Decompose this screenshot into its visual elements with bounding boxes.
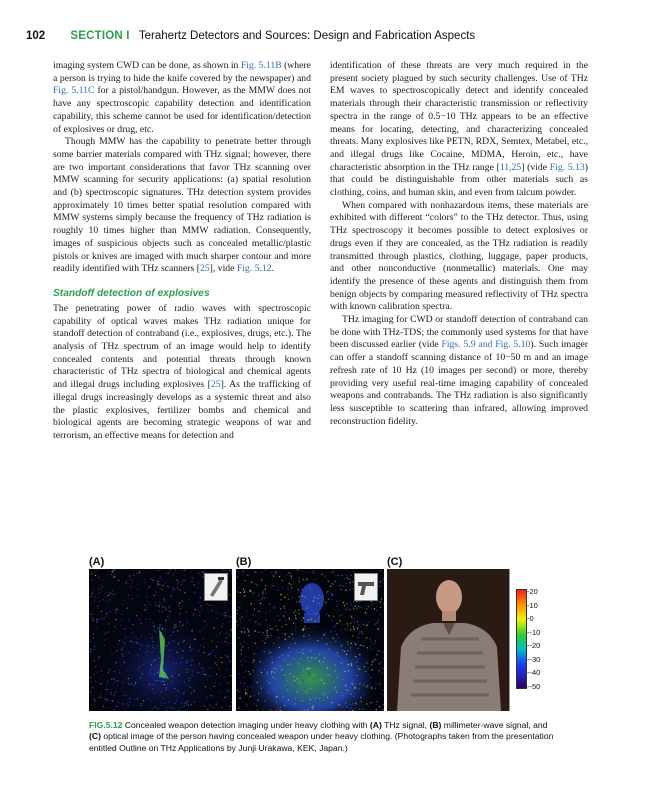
figure-number: FIG.5.12 bbox=[89, 720, 123, 730]
paragraph bbox=[53, 303, 311, 443]
knife-inset bbox=[204, 573, 228, 601]
cross-reference-link[interactable]: Fig. 5.11B bbox=[240, 60, 282, 71]
pistol-inset bbox=[354, 573, 378, 601]
text-run: millimeter-wave signal, and bbox=[441, 720, 548, 730]
colorbar-tick-label: --20 bbox=[527, 641, 541, 650]
text-run: Concealed weapon detection imaging under heavy clothing with bbox=[122, 720, 370, 730]
mmw-image-panel bbox=[236, 569, 384, 711]
thz-image-panel bbox=[89, 569, 232, 711]
left-column bbox=[53, 60, 311, 443]
section-heading: Standoff detection of explosives bbox=[53, 287, 210, 299]
text-run: ]. As the trafficking of illegal drugs increasingly develops as a systemic threat and also the plastic explosives, fertilizer bombs and chemical and biological agents are becoming strategic weapons of war and terrorism, an effective means for detection and bbox=[53, 379, 311, 441]
paragraph bbox=[53, 136, 311, 276]
text-run: ] (vide bbox=[521, 161, 550, 173]
colorbar-tick-label: -10 bbox=[527, 600, 538, 610]
text-run: Though MMW has the capability to penetrate better through some barrier materials compared with THz signal; however, there are two important considerations that favor THz scanning over MMW scanning for security applications: (a) spatial resolution and (b) spectroscopic signatures. THz detection system provides approximately 10 times better spatial resolution compared with MMW systems simply because the frequency of THz radiation is roughly 10 times higher than MMW radiation. Consequently, images of suspicious objects such as concealed metallic/plastic pistols or knives are imaged with much sharper contour and more readily identified with THz scanners [ bbox=[53, 136, 311, 275]
text-run: (B) bbox=[429, 720, 442, 730]
optical-person-photo bbox=[387, 569, 509, 711]
caption-text bbox=[89, 720, 553, 753]
text-run: (A) bbox=[369, 720, 382, 730]
text-run: (where a person is trying to hide the knife covered by the newspaper) and bbox=[53, 60, 311, 84]
colorbar-tick-label: --10 bbox=[527, 627, 541, 637]
text-run: imaging system CWD can be done, as shown in bbox=[53, 60, 241, 71]
right-column bbox=[330, 60, 588, 428]
text-run: (C) bbox=[89, 731, 101, 742]
panel-label-b: (B) bbox=[236, 556, 252, 568]
colorbar-tick-label: -20 bbox=[527, 587, 538, 596]
cross-reference-link[interactable]: Fig. 5.12 bbox=[236, 263, 272, 275]
colorbar-tick-label: --50 bbox=[527, 681, 541, 691]
color-gradient bbox=[516, 589, 527, 689]
text-run: identification of these threats are very much required in the present society plagued by such security challenges. Use of THz EM waves to spectroscopically detect and identify concealed materials through their characteristic transmission or reflectivity spectra in the range of 0.5−10 THz appears to be an effective means for locating, detecting, and characterizing concealed threats. Many explosives like PETN, RDX, Semtex, Metabel, etc., and illegal drugs like Cocaine, MDMA, Heroin, etc., have characteristic absorption in the THz range [ bbox=[330, 60, 588, 173]
text-run: ], vide bbox=[209, 263, 237, 275]
text-run: When compared with nonhazardous items, these materials are exhibited with different “colors” to the THz detector. Thus, using THz spectroscopy it becomes possible to detect explosives or drugs even if they are concealed, as the THz radiation is readily transmitted through plastics, clothing, luggage, paper products, and other nonconductive (nonmetallic) materials. One may identify the presence of these agents and distinguish them from benign objects by comparing measured reflectivity of THz spectra with known calibration spectra. bbox=[330, 199, 588, 313]
text-run: THz signal, bbox=[381, 720, 430, 730]
text-run: ) that could be distinguishable from other materials such as clothing, coins, and human skin, and even from talcum powder. bbox=[330, 161, 588, 199]
color-scale-bar bbox=[509, 569, 555, 711]
cross-reference-link[interactable]: 25 bbox=[210, 379, 221, 391]
colorbar-tick-label: -0 bbox=[527, 614, 534, 623]
section-label: SECTION I bbox=[70, 30, 130, 42]
colorbar-tick-label: --30 bbox=[527, 654, 541, 664]
cross-reference-link[interactable]: Fig. 5.11C bbox=[53, 85, 95, 97]
optical-photo-panel bbox=[387, 569, 509, 711]
cross-reference-link[interactable]: 11,25 bbox=[499, 161, 522, 173]
text-run: ). Such imager can offer a standoff scanning distance of 10−50 m and an image refresh rate of 10 Hz (10 images per second) or more, thereby providing very useful real-time imaging capability of concealed weapons and contrabands. The THz radiation is also significantly less susceptible to scattering than infrared, allowing improved reconstruction fidelity. bbox=[330, 339, 589, 427]
running-header bbox=[26, 30, 626, 46]
cross-reference-link[interactable]: 25 bbox=[199, 263, 210, 275]
paragraph bbox=[330, 200, 588, 314]
cross-reference-link[interactable]: Figs. 5.9 and Fig. 5.10 bbox=[441, 339, 531, 351]
text-run: The penetrating power of radio waves with spectroscopic capability of optical waves makes THz radiation unique for standoff detection of contraband (i.e., explosives, drugs, etc.). The analysis of THz spectrum of an image would help to identify concealed contents and potential threats through known characteristic of THz spectra of biological and chemical agents and illegal drugs including explosives [ bbox=[53, 302, 311, 391]
colorbar-tick-label: --40 bbox=[527, 668, 541, 677]
panel-label-c: (C) bbox=[387, 556, 403, 568]
chapter-title: Terahertz Detectors and Sources: Design and Fabrication Aspects bbox=[138, 30, 476, 42]
text-run: THz imaging for CWD or standoff detection of contraband can be done with THz-TDS; the commonly used systems for that have been discussed earlier (vide bbox=[330, 314, 588, 351]
paragraph bbox=[53, 60, 311, 136]
panel-label-a: (A) bbox=[89, 556, 105, 568]
figure-caption bbox=[89, 720, 559, 754]
paragraph bbox=[330, 60, 588, 200]
text-run: optical image of the person having concealed weapon under heavy clothing. (Photographs taken from the presentation entitled Outline on THz Applications by Junji Urakawa, KEK, Japan.) bbox=[89, 731, 554, 753]
text-run: for a pistol/handgun. However, as the MMW does not have any spectroscopic capability detection and identification capability, this scheme cannot be used for identification/detection of explosives or drug, etc. bbox=[53, 85, 311, 135]
paragraph bbox=[330, 314, 588, 428]
cross-reference-link[interactable]: Fig. 5.13 bbox=[549, 161, 585, 173]
text-run: . bbox=[271, 263, 274, 275]
page-number: 102 bbox=[26, 30, 46, 42]
